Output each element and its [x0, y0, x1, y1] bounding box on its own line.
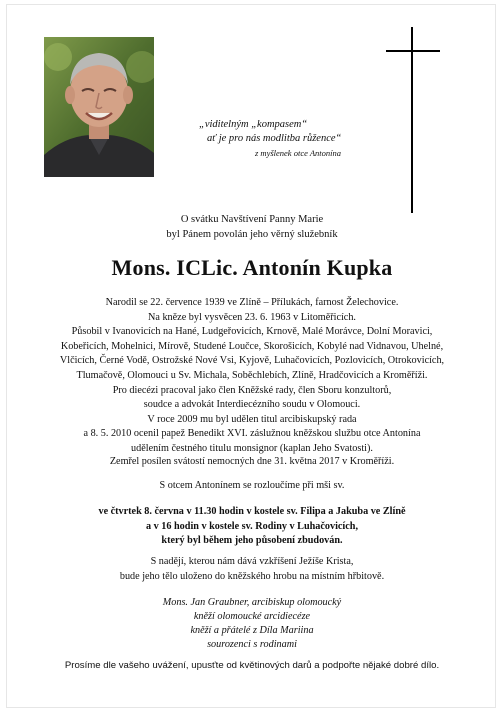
footer-note: Prosíme dle vašeho uvážení, upusťte od květinových darů a podpořte nějaké dobré dílo.	[64, 660, 440, 671]
quote-line: ať je pro nás modlitba růžence“	[207, 133, 342, 144]
bio-line: Působil v Ivanovicích na Hané, Ludgeřovicích, Krnově, Malé Morávce, Dolní Moravici,	[71, 326, 433, 338]
bio-line: Tlumačově, Olomouci u Sv. Michala, Soběchlebích, Zlíně, Hradčovicích a Kroměříži.	[76, 369, 428, 381]
bio-line: Vlčicích, Černé Vodě, Ostrožské Nové Vsi, Kyjově, Luhačovicích, Pozlovicích, Otrokovicích,	[59, 355, 445, 367]
funeral-line: který byl během jeho působení zbudován.	[161, 535, 343, 546]
bio-line: udělením čestného titulu monsignor (kaplan Jeho Svatosti).	[131, 442, 373, 454]
mourner-line: kněží a přátelé z Díla Mariina	[190, 625, 314, 636]
deceased-name: Mons. ICLic. Antonín Kupka	[111, 255, 393, 280]
mourner-line: sourozenci s rodinami	[207, 639, 297, 650]
portrait-photo	[44, 37, 154, 177]
burial-notice	[0, 555, 504, 584]
funeral-details	[0, 505, 504, 549]
burial-line: S nadějí, kterou nám dává vzkříšení Ježíše Krista,	[150, 556, 354, 567]
intro-line: byl Pánem povolán jeho věrný služebník	[166, 229, 338, 240]
portrait-image	[44, 37, 154, 177]
quote-block	[195, 118, 395, 160]
mourner-line: kněží olomoucké arcidiecéze	[193, 611, 311, 622]
intro-text	[0, 212, 504, 242]
bio-line: a 8. 5. 2010 ocenil papež Benedikt XVI. záslužnou kněžskou službu otce Antonína	[83, 428, 421, 440]
mourners-list	[0, 596, 504, 652]
funeral-line: ve čtvrtek 8. června v 11.30 hodin v kostele sv. Filipa a Jakuba ve Zlíně	[98, 506, 406, 517]
biography	[0, 296, 504, 457]
bio-line: soudce a advokát Interdiecézního soudu v Olomouci.	[143, 399, 361, 411]
quote-line: „viditelným „kompasem“	[199, 119, 308, 130]
bio-line: Kobeřicích, Mohelnici, Mírově, Studené Loučce, Skorošicích, Kobylé nad Vidnavou, Uhelné,	[60, 340, 444, 352]
farewell-notice: S otcem Antonínem se rozloučíme při mši sv.	[159, 480, 345, 491]
quote-attribution: z myšlenek otce Antonína	[255, 148, 342, 158]
bio-line: Pro diecézi pracoval jako člen Kněžské rady, člen Sboru konzultorů,	[112, 384, 392, 396]
burial-line: bude jeho tělo uloženo do kněžského hrobu na místním hřbitově.	[119, 570, 385, 582]
bio-line: Na kněze byl vysvěcen 23. 6. 1963 v Litoměřicích.	[148, 311, 356, 323]
mourner-line: Mons. Jan Graubner, arcibiskup olomoucký	[162, 597, 342, 608]
funeral-line: a v 16 hodin v kostele sv. Rodiny v Luhačovicích,	[146, 520, 358, 532]
bio-line: V roce 2009 mu byl udělen titul arcibiskupský rada	[147, 413, 357, 425]
cross-icon	[386, 27, 440, 213]
intro-line: O svátku Navštívení Panny Marie	[180, 214, 324, 225]
death-notice: Zemřel posílen svátostí nemocných dne 31. května 2017 v Kroměříži.	[109, 456, 395, 467]
bio-line: Narodil se 22. července 1939 ve Zlíně – Přílukách, farnost Želechovice.	[105, 297, 399, 308]
